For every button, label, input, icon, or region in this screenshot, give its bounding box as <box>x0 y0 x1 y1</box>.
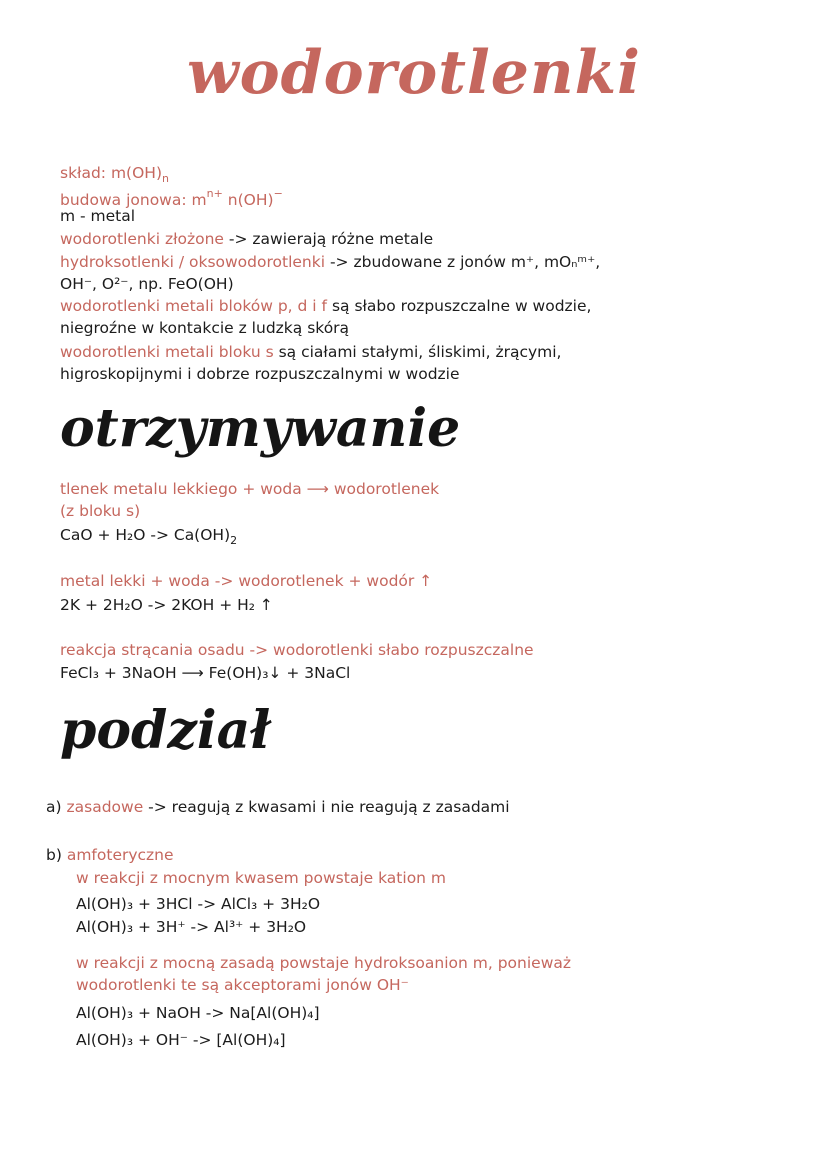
otrzymywanie-heading: otrzymywanie <box>60 398 461 459</box>
b-eq3: Al(OH)₃ + NaOH -> Na[Al(OH)₄] <box>76 1004 320 1022</box>
r1-eq-sub: 2 <box>230 534 238 547</box>
budowa-m: m <box>191 191 207 209</box>
s-term: wodorotlenki metali bloku s <box>60 343 274 361</box>
r1-eq-main: CaO + H₂O -> Ca(OH) <box>60 526 231 544</box>
hydrokso-ions: OH⁻, O²⁻, np. FeO(OH) <box>60 275 234 293</box>
metal-def: m - metal <box>60 207 136 225</box>
r1-note: (z bloku s) <box>60 502 141 520</box>
b-acid: w reakcji z mocnym kwasem powstaje kation m <box>76 869 447 887</box>
b-eq4: Al(OH)₃ + OH⁻ -> [Al(OH)₄] <box>76 1031 286 1049</box>
b-base2: wodorotlenki te są akceptorami jonów OH⁻ <box>76 976 409 994</box>
r1-equation <box>60 525 237 551</box>
r3-words: reakcja strącania osadu -> wodorotlenki słabo rozpuszczalne <box>60 641 534 659</box>
zlozone-line <box>60 229 433 249</box>
a-line <box>46 797 510 817</box>
budowa-sup: n+ <box>206 187 223 200</box>
a-term: zasadowe <box>66 798 144 816</box>
r2-words: metal lekki + woda -> wodorotlenek + wodór ↑ <box>60 572 433 590</box>
budowa-n: n(OH) <box>227 191 274 209</box>
hydrokso-term: hydroksotlenki / oksowodorotlenki <box>60 253 326 271</box>
a-label: a) <box>46 798 62 816</box>
pdf-desc2: niegroźne w kontakcie z ludzką skórą <box>60 319 350 337</box>
r1-words: tlenek metalu lekkiego + woda ⟶ wodorotlenek <box>60 480 440 498</box>
sklad-formula: m(OH) <box>110 164 163 182</box>
podzial-heading: podział <box>60 700 271 761</box>
zlozone-term: wodorotlenki złożone <box>60 230 224 248</box>
b-label: b) <box>46 846 62 864</box>
a-desc: -> reagują z kwasami i nie reagują z zasadami <box>148 798 510 816</box>
b-eq1: Al(OH)₃ + 3HCl -> AlCl₃ + 3H₂O <box>76 895 321 913</box>
s-line <box>60 342 561 362</box>
b-base: w reakcji z mocną zasadą powstaje hydroksoanion m, ponieważ <box>76 954 572 972</box>
budowa-sup2: − <box>273 187 283 200</box>
hydrokso-desc: -> zbudowane z jonów m⁺, mOₙᵐ⁺, <box>329 253 601 271</box>
b-term: amfoteryczne <box>66 846 174 864</box>
b-line <box>46 845 174 865</box>
pdf-term: wodorotlenki metali bloków p, d i f <box>60 297 327 315</box>
pdf-desc: są słabo rozpuszczalne w wodzie, <box>331 297 592 315</box>
r3-equation: FeCl₃ + 3NaOH ⟶ Fe(OH)₃↓ + 3NaCl <box>60 664 351 682</box>
s-desc: są ciałami stałymi, śliskimi, żrącymi, <box>278 343 562 361</box>
r2-equation: 2K + 2H₂O -> 2KOH + H₂ ↑ <box>60 596 273 614</box>
pdf-line <box>60 296 591 316</box>
page-title: wodorotlenki <box>187 38 641 108</box>
sklad-sub: n <box>162 172 169 185</box>
hydrokso-line <box>60 252 600 272</box>
sklad-label: skład: <box>60 164 107 182</box>
budowa-label: budowa jonowa: <box>60 191 187 209</box>
zlozone-desc: -> zawierają różne metale <box>228 230 434 248</box>
s-desc2: higroskopijnymi i dobrze rozpuszczalnymi w wodzie <box>60 365 460 383</box>
b-eq2: Al(OH)₃ + 3H⁺ -> Al³⁺ + 3H₂O <box>76 918 307 936</box>
